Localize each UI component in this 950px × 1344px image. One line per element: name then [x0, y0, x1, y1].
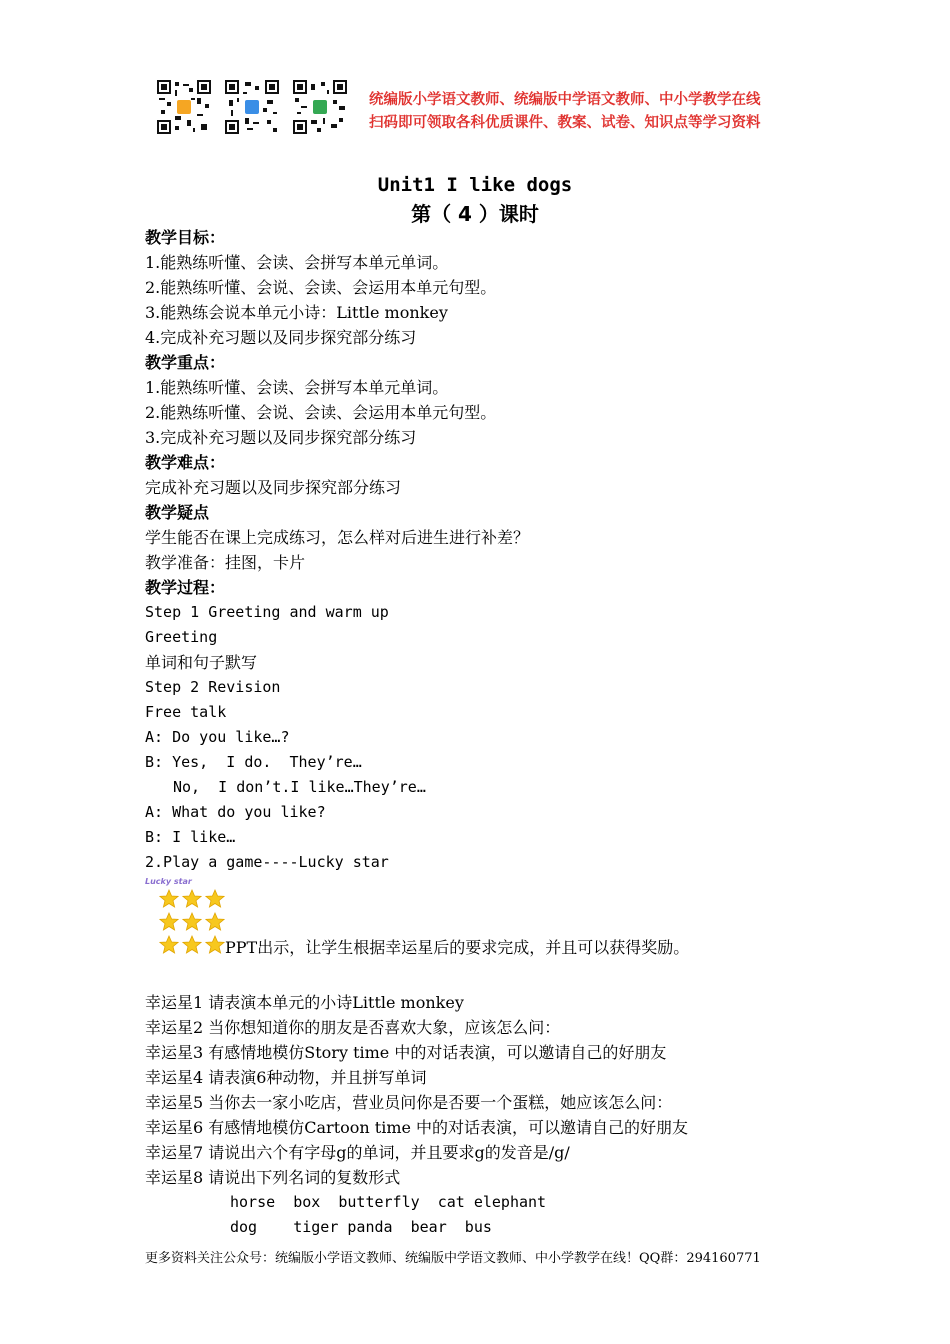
ppt-instruction: PPT出示，让学生根据幸运星后的要求完成，并且可以获得奖励。	[225, 938, 690, 957]
dialogue-line: B: Yes, I do. They’re…	[145, 753, 362, 771]
star-icon[interactable]	[205, 912, 225, 932]
lucky-star-item: 幸运星3 有感情地模仿Story time 中的对话表演，可以邀请自己的好朋友	[145, 1043, 667, 1062]
noun-row: horse box butterfly cat elephant	[230, 1193, 547, 1211]
key-point-item: 2.能熟练听懂、会说、会读、会运用本单元句型。	[145, 403, 497, 422]
doubts-heading: 教学疑点	[145, 503, 210, 522]
qr-code-2[interactable]	[225, 80, 279, 134]
doubts-text: 学生能否在课上完成练习，怎么样对后进生进行补差？	[145, 528, 530, 547]
objective-item: 2.能熟练听懂、会说、会读、会运用本单元句型。	[145, 278, 497, 297]
star-icon[interactable]	[205, 889, 225, 909]
preparation-text: 教学准备：挂图，卡片	[145, 553, 306, 572]
star-icon[interactable]	[159, 935, 179, 955]
dialogue-line: A: What do you like?	[145, 803, 326, 821]
lucky-star-item: 幸运星2 当你想知道你的朋友是否喜欢大象，应该怎么问：	[145, 1018, 561, 1037]
key-point-item: 1.能熟练听懂、会读、会拼写本单元单词。	[145, 378, 449, 397]
process-heading: 教学过程：	[145, 578, 226, 597]
doc-title: Unit1 I like dogs	[377, 174, 573, 196]
qr-code-1[interactable]	[157, 80, 211, 134]
lucky-star-item: 幸运星8 请说出下列名词的复数形式	[145, 1168, 401, 1187]
process-line: Free talk	[145, 703, 227, 721]
objective-item: 4.完成补充习题以及同步探究部分练习	[145, 328, 417, 347]
star-icon[interactable]	[205, 935, 225, 955]
lucky-star-game	[145, 875, 845, 967]
dialogue-line: No, I don’t.I like…They’re…	[173, 778, 426, 796]
lucky-star-item: 幸运星1 请表演本单元的小诗Little monkey	[145, 993, 464, 1012]
star-icon[interactable]	[159, 912, 179, 932]
doc-subtitle: 第（ 4 ）课时	[411, 202, 539, 226]
dialogue-line: B: I like…	[145, 828, 236, 846]
process-line: Step 1 Greeting and warm up	[145, 603, 389, 621]
promo-header	[157, 78, 797, 138]
process-line: Step 2 Revision	[145, 678, 281, 696]
lucky-star-logo: Lucky star	[145, 877, 192, 886]
objective-item: 1.能熟练听懂、会读、会拼写本单元单词。	[145, 253, 449, 272]
star-icon[interactable]	[182, 935, 202, 955]
difficulties-heading: 教学难点：	[145, 453, 226, 472]
process-line: 单词和句子默写	[145, 653, 258, 672]
process-line: 2.Play a game----Lucky star	[145, 853, 389, 871]
lesson-content	[145, 225, 845, 1240]
key-points-heading: 教学重点：	[145, 353, 226, 372]
banner-line-1: 统编版小学语文教师、统编版中学语文教师、中小学教学在线	[369, 92, 761, 108]
noun-row: dog tiger panda bear bus	[230, 1218, 492, 1236]
dialogue-line: A: Do you like…?	[145, 728, 290, 746]
banner-line-2: 扫码即可领取各科优质课件、教案、试卷、知识点等学习资料	[369, 115, 761, 131]
lucky-star-item: 幸运星5 当你去一家小吃店，营业员问你是否要一个蛋糕，她应该怎么问：	[145, 1093, 673, 1112]
star-icon[interactable]	[159, 889, 179, 909]
objectives-heading: 教学目标：	[145, 228, 226, 247]
star-icon[interactable]	[182, 889, 202, 909]
footer-note: 更多资料关注公众号：统编版小学语文教师、统编版中学语文教师、中小学教学在线！QQ群：294160771	[145, 1251, 761, 1266]
process-line: Greeting	[145, 628, 218, 646]
lucky-star-item: 幸运星6 有感情地模仿Cartoon time 中的对话表演，可以邀请自己的好朋友	[145, 1118, 689, 1137]
lucky-star-item: 幸运星7 请说出六个有字母g的单词，并且要求g的发音是/g/	[145, 1143, 570, 1162]
lucky-star-item: 幸运星4 请表演6种动物，并且拼写单词	[145, 1068, 427, 1087]
difficulties-text: 完成补充习题以及同步探究部分练习	[145, 478, 402, 497]
key-point-item: 3.完成补充习题以及同步探究部分练习	[145, 428, 417, 447]
qr-code-3[interactable]	[293, 80, 347, 134]
star-icon[interactable]	[182, 912, 202, 932]
objective-item: 3.能熟练会说本单元小诗：Little monkey	[145, 303, 448, 322]
